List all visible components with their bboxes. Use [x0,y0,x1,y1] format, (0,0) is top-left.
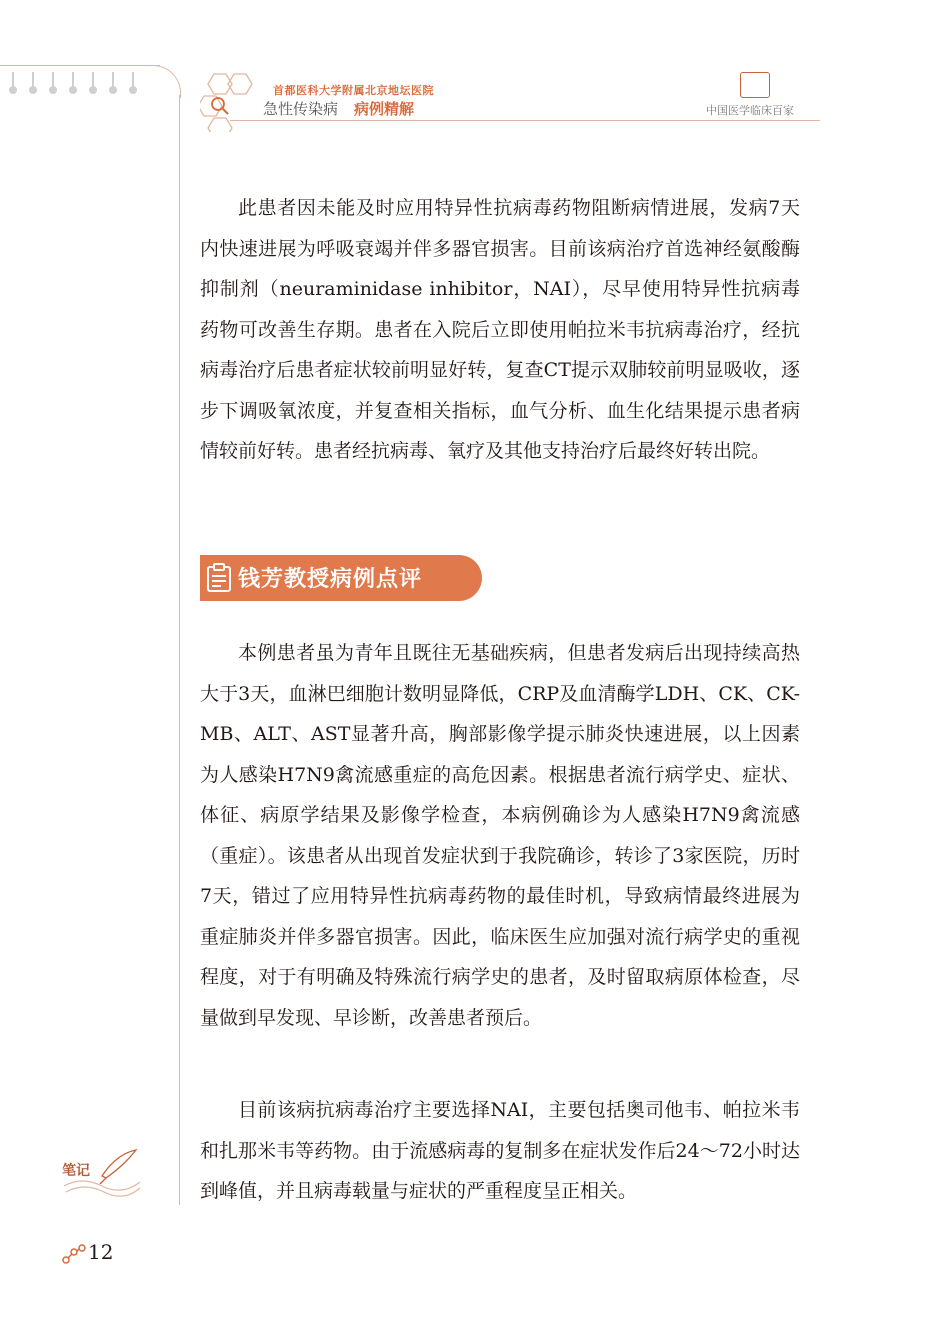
molecule-icon [62,1244,86,1264]
binder-dot [92,72,94,90]
body-paragraph: 本例患者虽为青年且既往无基础疾病，但患者发病后出现持续高热大于3天，血淋巴细胞计数明显降低，CRP及血清酶学LDH、CK、CK-MB、ALT、AST显著升高，胸部影像学提示肺炎快速进展，以上因素为人感染H7N9禽流感重症的高危因素。根据患者流行病学史、症状、体征、病原学结果及影像学检查，本病例确诊为人感染H7N9禽流感（重症）。该患者从出现首发症状到于我院确诊，转诊了3家医院，历时7天，错过了应用特异性抗病毒药物的最佳时机，导致病情最终进展为重症肺炎并伴多器官损害。因此，临床医生应加强对流行病学史的重视程度，对于有明确及特殊流行病学史的患者，及时留取病原体检查，尽量做到早发现、早诊断，改善患者预后。 [200,642,800,1029]
series-name: 中国医学临床百家 [706,104,794,117]
binder-dot [112,72,114,90]
top-border-line [0,65,160,66]
body-paragraph: 此患者因未能及时应用特异性抗病毒药物阻断病情进展，发病7天内快速进展为呼吸衰竭并伴多器官损害。目前该病治疗首选神经氨酸酶抑制剂（neuraminidase inhibitor，NAI），尽早使用特异性抗病毒药物可改善生存期。患者在入院后立即使用帕拉米韦抗病毒治疗，经抗病毒治疗后患者症状较前明显好转，复查CT提示双肺较前明显吸收，逐步下调吸氧浓度，并复查相关指标，血气分析、血生化结果提示患者病情较前好转。患者经抗病毒、氧疗及其他支持治疗后最终好转出院。 [200,197,800,462]
margin-rule [179,95,180,1205]
binder-dots [0,72,180,94]
binder-dot [12,72,14,90]
page-number: 12 [88,1240,114,1264]
section-title: 钱芳教授病例点评 [238,567,423,592]
notes-label: 笔记 [62,1163,90,1179]
hexagon-logo-icon [200,72,264,132]
book-title-sub: 病例精解 [354,100,415,118]
binder-dot [72,72,74,90]
hospital-name: 首都医科大学附属北京地坛医院 [273,84,434,97]
binder-dot [132,72,134,90]
section-heading [200,555,482,601]
binder-dot [52,72,54,90]
body-paragraph: 目前该病抗病毒治疗主要选择NAI，主要包括奥司他韦、帕拉米韦和扎那米韦等药物。由于流感病毒的复制多在症状发作后24～72小时达到峰值，并且病毒载量与症状的严重程度呈正相关。 [200,1099,800,1202]
book-title [263,98,414,119]
clipboard-icon [206,563,232,593]
header-rule [230,120,820,121]
book-title-main: 急性传染病 [263,100,339,118]
binder-dot [32,72,34,90]
seal-stamp-icon [740,72,770,98]
